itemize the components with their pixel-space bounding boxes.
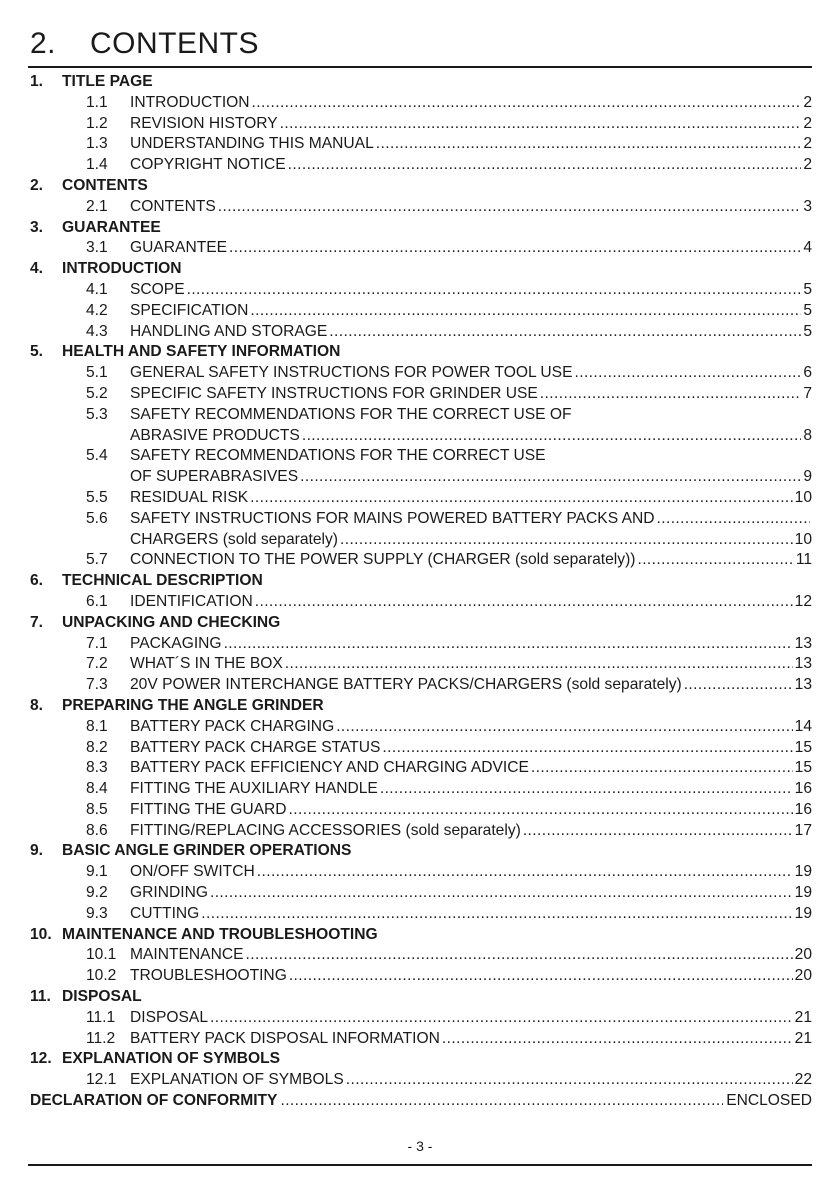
- entry-number: 8.4: [86, 780, 108, 798]
- declaration-page: ENCLOSED: [726, 1092, 812, 1110]
- entry-title: DISPOSAL: [130, 1008, 208, 1026]
- leader-dots: [257, 862, 793, 883]
- toc-entry: [30, 363, 812, 384]
- entry-number: 8.3: [86, 759, 108, 777]
- table-of-contents: [30, 72, 812, 1112]
- entry-title: FITTING/REPLACING ACCESSORIES (sold separately): [130, 821, 521, 839]
- entry-number: 5.5: [86, 488, 108, 506]
- entry-title: BATTERY PACK CHARGE STATUS: [130, 738, 381, 756]
- section-number: 11.: [30, 988, 51, 1006]
- leader-dots: [255, 592, 793, 613]
- leader-dots: [442, 1029, 793, 1050]
- toc-entry: [30, 550, 812, 571]
- leader-dots: [250, 488, 792, 509]
- section-title: TITLE PAGE: [62, 73, 153, 90]
- toc-section-heading: [30, 696, 812, 717]
- toc-entry: [30, 821, 812, 842]
- toc-entry: [30, 592, 812, 613]
- toc-entry: [30, 675, 812, 696]
- section-number: 2.: [30, 176, 44, 194]
- section-title: HEALTH AND SAFETY INFORMATION: [62, 343, 341, 361]
- entry-title: CUTTING: [130, 904, 200, 922]
- leader-dots: [285, 654, 793, 675]
- entry-title: REVISION HISTORY: [130, 114, 278, 132]
- entry-page: 10: [794, 530, 812, 548]
- leader-dots: [210, 1008, 793, 1029]
- leader-dots: [346, 1070, 793, 1091]
- entry-title: ON/OFF SWITCH: [130, 863, 255, 881]
- entry-title: SPECIFIC SAFETY INSTRUCTIONS FOR GRINDER USE: [130, 384, 538, 402]
- entry-page: 19: [794, 904, 812, 922]
- entry-title-continued: CHARGERS (sold separately): [130, 530, 338, 548]
- entry-number: 5.2: [86, 384, 108, 402]
- toc-entry: [30, 758, 812, 779]
- leader-dots: [540, 384, 802, 405]
- entry-page: 2: [803, 135, 812, 153]
- entry-title: IDENTIFICATION: [130, 592, 253, 610]
- entry-number: 8.5: [86, 800, 108, 818]
- entry-page: 7: [803, 384, 812, 402]
- entry-title: HANDLING AND STORAGE: [130, 322, 328, 340]
- entry-title: CONNECTION TO THE POWER SUPPLY (CHARGER (sold separately)): [130, 551, 636, 569]
- entry-title: FITTING THE AUXILIARY HANDLE: [130, 780, 378, 798]
- toc-entry: [30, 155, 812, 176]
- leader-dots: [280, 114, 802, 135]
- toc-entry: [30, 904, 812, 925]
- section-title: DISPOSAL: [62, 988, 142, 1006]
- section-number: 10.: [30, 925, 52, 943]
- section-title: EXPLANATION OF SYMBOLS: [62, 1050, 281, 1068]
- entry-page: 2: [803, 156, 812, 174]
- section-number: 9.: [30, 842, 44, 860]
- toc-section-heading: [30, 342, 812, 363]
- leader-dots: [300, 467, 801, 488]
- entry-title: SAFETY RECOMMENDATIONS FOR THE CORRECT USE OF: [130, 405, 572, 423]
- entry-page: 11: [795, 551, 812, 569]
- section-number: 4.: [30, 260, 44, 278]
- toc-entry: [30, 1008, 812, 1029]
- toc-entry: [30, 446, 812, 467]
- toc-section-heading: [30, 987, 812, 1008]
- entry-page: 19: [794, 863, 812, 881]
- entry-page: 22: [794, 1071, 812, 1089]
- toc-entry: [30, 238, 812, 259]
- toc-section-heading: [30, 72, 812, 93]
- entry-title: GENERAL SAFETY INSTRUCTIONS FOR POWER TOOL USE: [130, 364, 573, 382]
- entry-title: SAFETY INSTRUCTIONS FOR MAINS POWERED BATTERY PACKS AND: [130, 509, 655, 527]
- entry-page: 13: [794, 676, 812, 694]
- entry-number: 5.3: [86, 405, 108, 423]
- entry-number: 10.1: [86, 946, 117, 964]
- entry-title: RESIDUAL RISK: [130, 488, 249, 506]
- leader-dots: [336, 717, 792, 738]
- leader-dots: [210, 883, 793, 904]
- entry-title: SAFETY RECOMMENDATIONS FOR THE CORRECT USE: [130, 447, 546, 465]
- entry-title: GUARANTEE: [130, 239, 228, 257]
- toc-section-heading: [30, 571, 812, 592]
- section-number: 5.: [30, 343, 44, 361]
- section-number: 1.: [30, 73, 44, 90]
- entry-page: 13: [794, 634, 812, 652]
- entry-title: BATTERY PACK CHARGING: [130, 717, 335, 735]
- entry-page: 16: [794, 800, 812, 818]
- section-title: INTRODUCTION: [62, 260, 182, 278]
- entry-number: 11.1: [86, 1008, 116, 1026]
- entry-page: 5: [803, 301, 812, 319]
- entry-number: 7.1: [86, 634, 108, 652]
- toc-section-heading: [30, 259, 812, 280]
- entry-title: FITTING THE GUARD: [130, 800, 287, 818]
- entry-page: 5: [803, 322, 812, 340]
- section-title: MAINTENANCE AND TROUBLESHOOTING: [62, 925, 378, 943]
- toc-declaration: [30, 1091, 812, 1112]
- section-title: UNPACKING AND CHECKING: [62, 613, 281, 631]
- entry-title: BATTERY PACK EFFICIENCY AND CHARGING ADVICE: [130, 759, 529, 777]
- page-heading: [30, 26, 259, 62]
- toc-entry: [30, 883, 812, 904]
- leader-dots: [340, 530, 793, 551]
- toc-entry: [30, 945, 812, 966]
- toc-entry: [30, 93, 812, 114]
- toc-entry: [30, 634, 812, 655]
- entry-page: 20: [794, 967, 812, 985]
- toc-entry: [30, 134, 812, 155]
- entry-number: 1.4: [86, 156, 108, 174]
- entry-number: 12.1: [86, 1071, 117, 1089]
- entry-title-continued: OF SUPERABRASIVES: [130, 468, 299, 486]
- entry-title: MAINTENANCE: [130, 946, 244, 964]
- leader-dots: [574, 363, 801, 384]
- entry-number: 7.2: [86, 655, 108, 673]
- entry-title: CONTENTS: [130, 197, 216, 215]
- entry-number: 5.1: [86, 364, 108, 382]
- leader-dots: [523, 821, 793, 842]
- leader-dots: [280, 1091, 723, 1112]
- toc-entry: [30, 384, 812, 405]
- entry-title: INTRODUCTION: [130, 93, 250, 111]
- declaration-title: DECLARATION OF CONFORMITY: [30, 1092, 278, 1110]
- leader-dots: [380, 779, 793, 800]
- section-number: 3.: [30, 218, 44, 236]
- entry-number: 4.1: [86, 280, 108, 298]
- entry-number: 4.3: [86, 322, 108, 340]
- page-number: - 3 -: [407, 1138, 433, 1154]
- entry-page: 17: [794, 821, 812, 839]
- heading-title: CONTENTS: [90, 27, 259, 60]
- section-title: GUARANTEE: [62, 218, 161, 236]
- entry-number: 9.1: [86, 863, 108, 881]
- entry-title: 20V POWER INTERCHANGE BATTERY PACKS/CHARGERS (sold separately): [130, 676, 682, 694]
- entry-number: 10.2: [86, 967, 117, 985]
- leader-dots: [187, 280, 802, 301]
- entry-page: 3: [803, 197, 812, 215]
- entry-number: 1.2: [86, 114, 108, 132]
- leader-dots: [657, 509, 811, 530]
- section-number: 7.: [30, 613, 44, 631]
- toc-entry: [30, 280, 812, 301]
- leader-dots: [382, 738, 792, 759]
- entry-number: 9.3: [86, 904, 108, 922]
- section-number: 6.: [30, 572, 44, 590]
- entry-number: 1.1: [86, 93, 108, 111]
- entry-number: 4.2: [86, 301, 108, 319]
- toc-section-heading: [30, 925, 812, 946]
- leader-dots: [289, 966, 793, 987]
- toc-entry: [30, 301, 812, 322]
- entry-number: 1.3: [86, 135, 108, 153]
- entry-page: 14: [794, 717, 812, 735]
- section-title: TECHNICAL DESCRIPTION: [62, 572, 263, 590]
- entry-number: 2.1: [86, 197, 108, 215]
- leader-dots: [218, 197, 802, 218]
- entry-page: 16: [794, 780, 812, 798]
- toc-entry: [30, 197, 812, 218]
- entry-number: 5.4: [86, 447, 108, 465]
- toc-entry: [30, 1070, 812, 1091]
- entry-title: BATTERY PACK DISPOSAL INFORMATION: [130, 1029, 440, 1047]
- toc-entry: [30, 654, 812, 675]
- toc-entry-continuation: [30, 426, 812, 447]
- leader-dots: [302, 426, 801, 447]
- entry-page: 6: [803, 364, 812, 382]
- entry-page: 9: [803, 468, 812, 486]
- entry-title: PACKAGING: [130, 634, 222, 652]
- section-number: 12.: [30, 1050, 52, 1068]
- toc-entry: [30, 966, 812, 987]
- entry-page: 15: [794, 759, 812, 777]
- toc-entry: [30, 405, 812, 426]
- leader-dots: [289, 800, 793, 821]
- toc-section-heading: [30, 218, 812, 239]
- section-title: PREPARING THE ANGLE GRINDER: [62, 696, 324, 714]
- leader-dots: [201, 904, 792, 925]
- heading-number: 2.: [30, 27, 57, 60]
- toc-entry: [30, 488, 812, 509]
- entry-page: 19: [794, 884, 812, 902]
- entry-page: 4: [803, 239, 812, 257]
- entry-number: 8.1: [86, 717, 108, 735]
- entry-title: TROUBLESHOOTING: [130, 967, 287, 985]
- toc-entry-continuation: [30, 467, 812, 488]
- entry-page: 8: [803, 426, 812, 444]
- entry-page: 21: [794, 1029, 812, 1047]
- entry-title: EXPLANATION OF SYMBOLS: [130, 1071, 344, 1089]
- entry-title: WHAT´S IN THE BOX: [130, 655, 283, 673]
- entry-title-continued: ABRASIVE PRODUCTS: [130, 426, 300, 444]
- entry-page: 21: [794, 1008, 812, 1026]
- entry-number: 5.7: [86, 551, 108, 569]
- entry-page: 12: [794, 592, 812, 610]
- leader-dots: [531, 758, 793, 779]
- toc-entry: [30, 114, 812, 135]
- section-title: BASIC ANGLE GRINDER OPERATIONS: [62, 842, 352, 860]
- leader-dots: [288, 155, 802, 176]
- entry-number: 3.1: [86, 239, 108, 257]
- entry-number: 11.2: [86, 1029, 116, 1047]
- toc-section-heading: [30, 1049, 812, 1070]
- toc-entry-continuation: [30, 530, 812, 551]
- entry-page: 20: [794, 946, 812, 964]
- toc-section-heading: [30, 841, 812, 862]
- entry-title: UNDERSTANDING THIS MANUAL: [130, 135, 374, 153]
- entry-title: SCOPE: [130, 280, 185, 298]
- entry-page: 15: [794, 738, 812, 756]
- entry-page: 2: [803, 93, 812, 111]
- toc-entry: [30, 779, 812, 800]
- entry-number: 8.6: [86, 821, 108, 839]
- entry-page: 5: [803, 280, 812, 298]
- entry-title: COPYRIGHT NOTICE: [130, 156, 286, 174]
- leader-dots: [376, 134, 802, 155]
- leader-dots: [229, 238, 801, 259]
- toc-section-heading: [30, 176, 812, 197]
- toc-entry: [30, 1029, 812, 1050]
- section-title: CONTENTS: [62, 176, 148, 194]
- entry-page: 2: [803, 114, 812, 132]
- top-rule: [28, 66, 812, 68]
- leader-dots: [246, 945, 793, 966]
- toc-entry: [30, 322, 812, 343]
- leader-dots: [637, 550, 793, 571]
- entry-number: 8.2: [86, 738, 108, 756]
- section-number: 8.: [30, 696, 44, 714]
- entry-number: 6.1: [86, 592, 108, 610]
- entry-number: 7.3: [86, 676, 108, 694]
- leader-dots: [250, 301, 801, 322]
- toc-entry: [30, 717, 812, 738]
- leader-dots: [684, 675, 793, 696]
- entry-number: 9.2: [86, 884, 108, 902]
- leader-dots: [329, 322, 801, 343]
- toc-entry: [30, 738, 812, 759]
- toc-entry: [30, 862, 812, 883]
- toc-section-heading: [30, 613, 812, 634]
- toc-entry: [30, 800, 812, 821]
- bottom-rule: [28, 1164, 812, 1166]
- leader-dots: [252, 93, 802, 114]
- entry-title: SPECIFICATION: [130, 301, 249, 319]
- entry-page: 10: [794, 488, 812, 506]
- entry-page: 13: [794, 655, 812, 673]
- toc-entry: [30, 509, 812, 530]
- entry-title: GRINDING: [130, 884, 208, 902]
- entry-number: 5.6: [86, 509, 108, 527]
- leader-dots: [224, 634, 793, 655]
